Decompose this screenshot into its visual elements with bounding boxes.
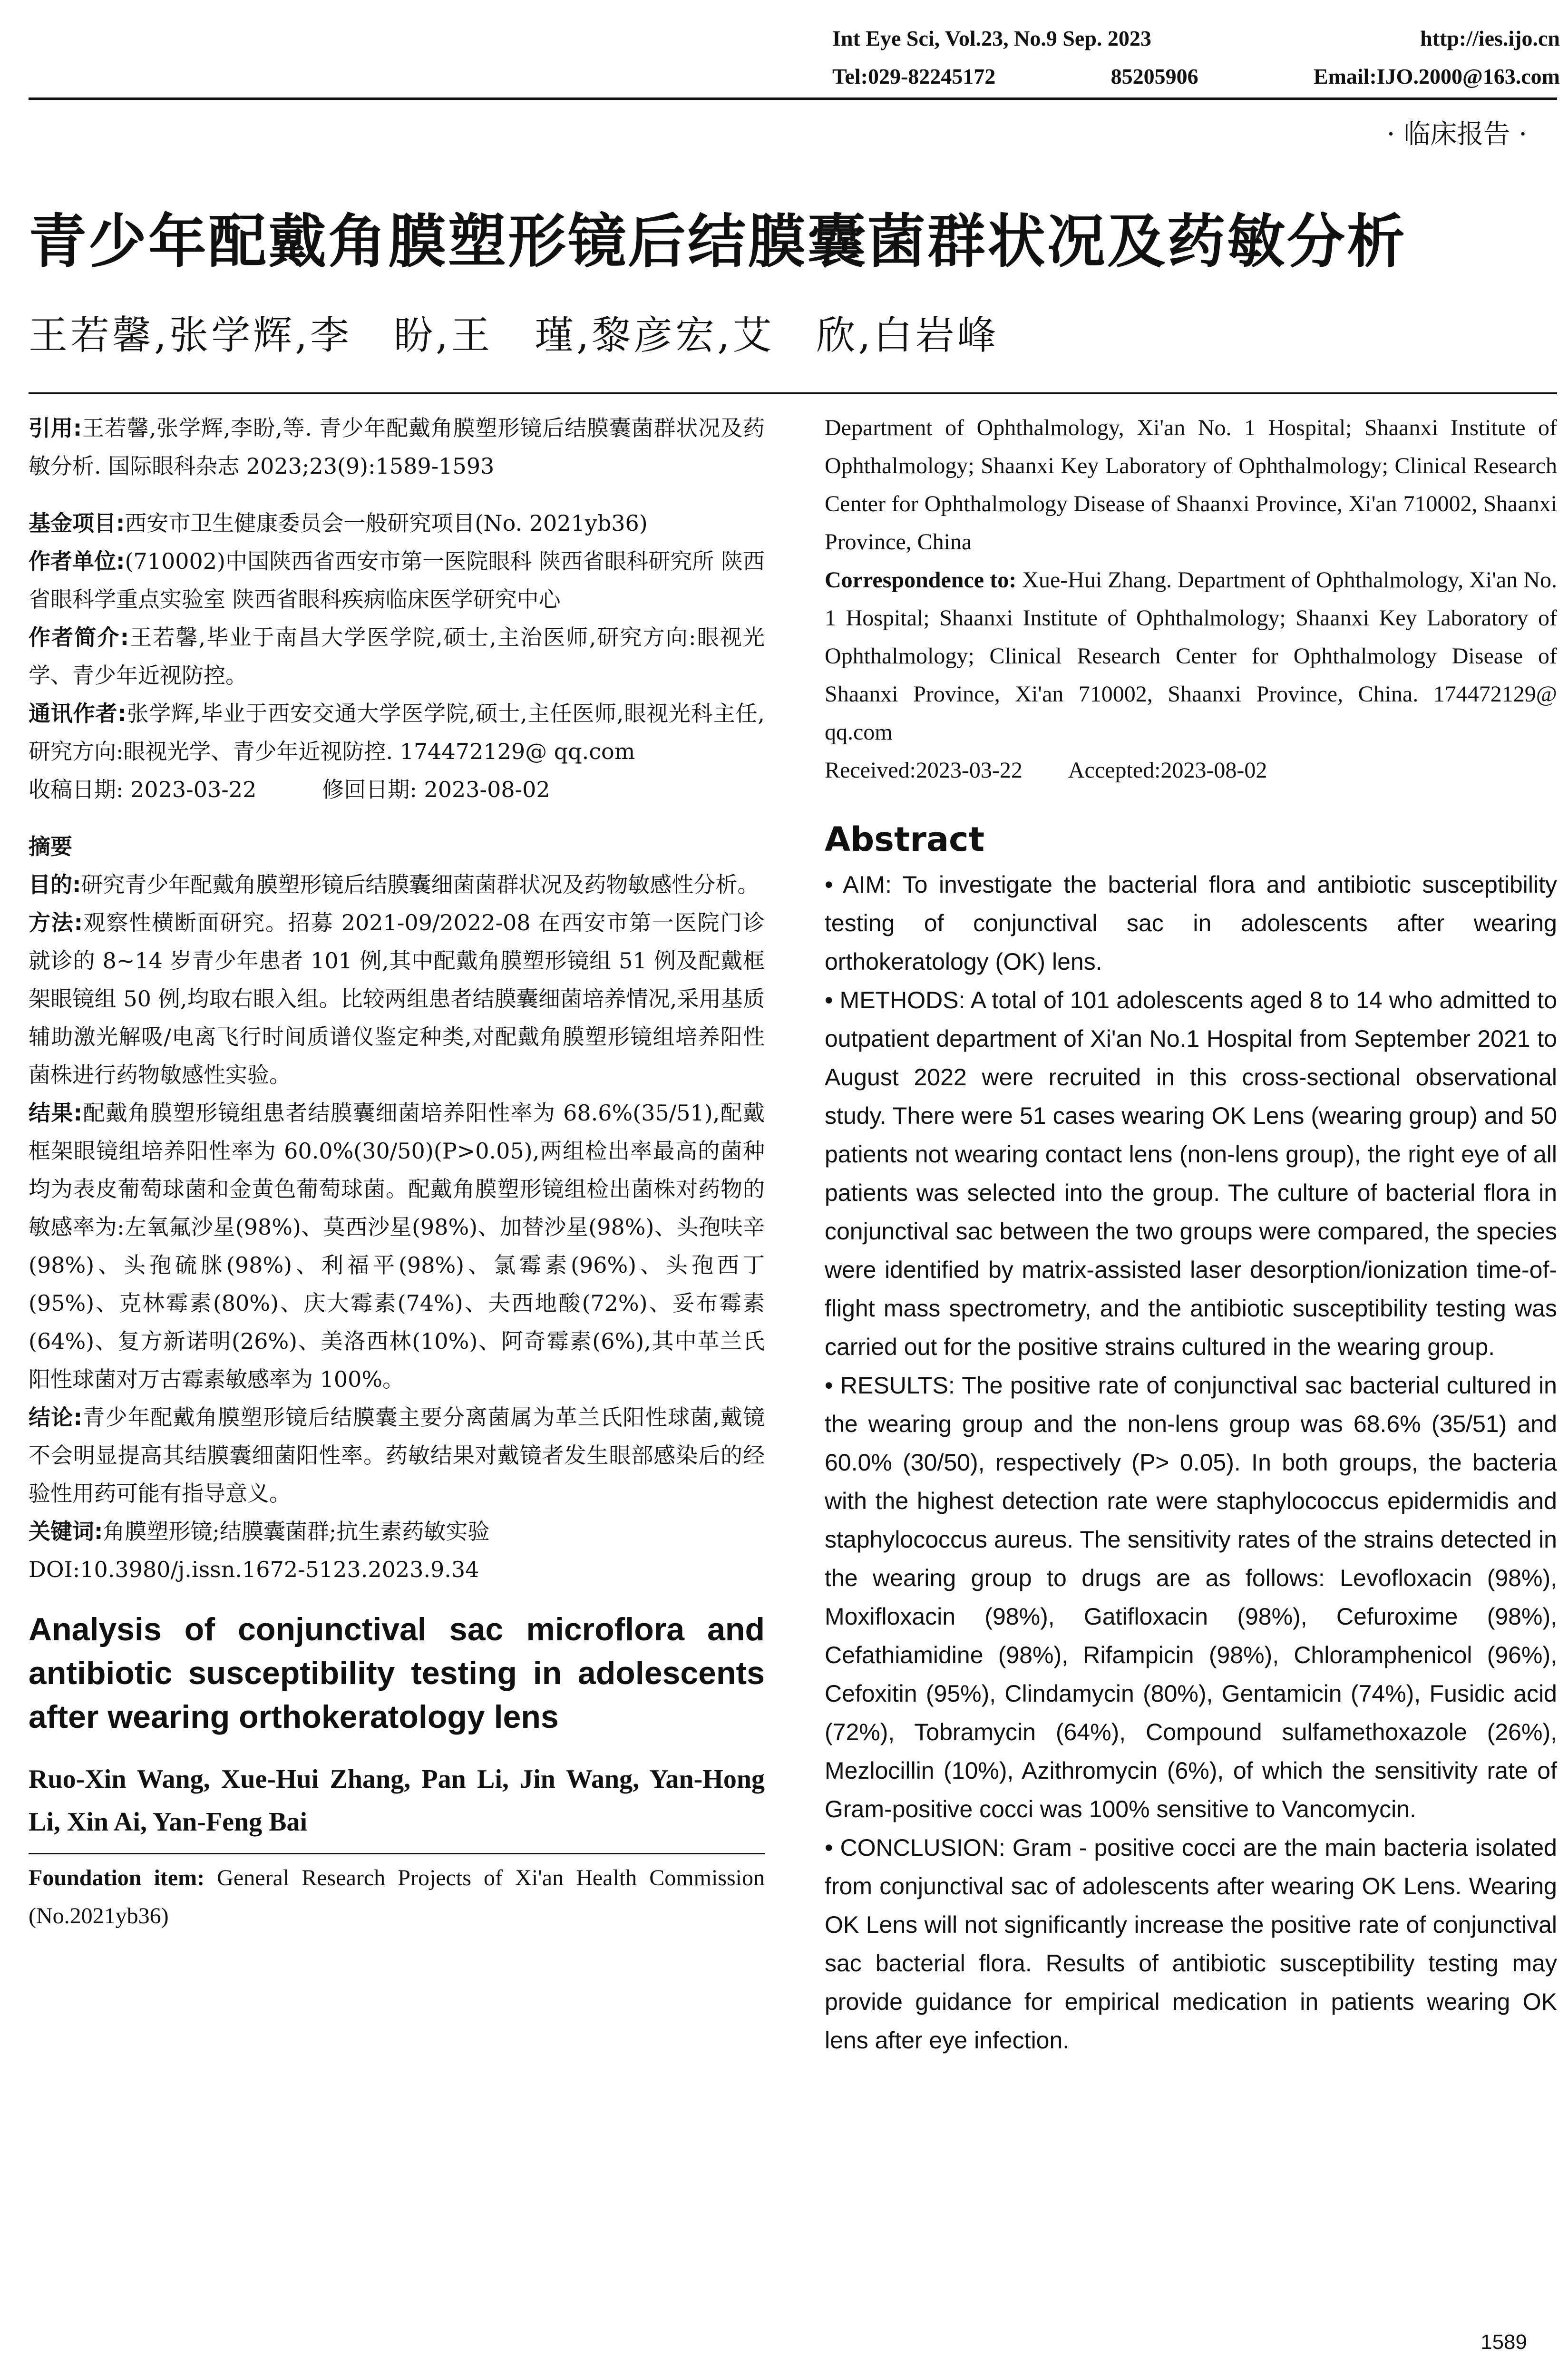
abstract-heading-cn: 摘要 (29, 834, 72, 859)
intro-block: 作者简介:王若馨,毕业于南昌大学医学院,硕士,主治医师,研究方向:眼视光学、青少年近视防控。 (29, 624, 765, 688)
journal-email[interactable]: Email:IJO.2000@163.com (1313, 64, 1560, 88)
header-row-2 (832, 57, 1560, 95)
article-title: 青少年配戴角膜塑形镜后结膜囊菌群状况及药敏分析 (29, 208, 1407, 275)
header-rule (29, 97, 1557, 100)
results-en: • RESULTS: The positive rate of conjunctival sac bacterial cultured in the wearing group and the non-lens group was 68.6% (35/51) and 60.0% (30/50), respectively (P> 0.05). In both groups, the bacteria with the highest detection rate were staphylococcus epidermidis and staphylococcus aureus. The sensitivity rates of the strains detected in the wearing group to drugs are as follows: Levofloxacin (98%), Moxifloxacin (98%), Gatifloxacin (98%), Cefuroxime (98%), Cefathiamidine (98%), Rifampicin (98%), Chloramphenicol (96%), Cefoxitin (95%), Clindamycin (80%), Gentamicin (74%), Fusidic acid (72%), Tobramycin (64%), Compound sulfamethoxazole (26%), Mezlocillin (10%), Azithromycin (6%), of which the sensitivity rate of Gram-positive cocci was 100% sensitive to Vancomycin. (825, 1372, 1557, 1822)
aim-en: • AIM: To investigate the bacterial flora and antibiotic susceptibility testing of conjunctival sac in adolescents after wearing orthokeratology (OK) lens. (825, 871, 1557, 975)
results-cn: 结果:配戴角膜塑形镜组患者结膜囊细菌培养阳性率为 68.6%(35/51),配戴框架眼镜组培养阳性率为 60.0%(30/50)(P>0.05),两组检出率最高的菌种均为表皮葡萄球菌和金黄色葡萄球菌。配戴角膜塑形镜组检出菌株对药物的敏感率为:左氧氟沙星(98%)、莫西沙星(98%)、加替沙星(98%)、头孢呋辛(98%)、头孢硫脒(98%)、利福平(98%)、氯霉素(96%)、头孢西丁(95%)、克林霉素(80%)、庆大霉素(74%)、夫西地酸(72%)、妥布霉素(64%)、复方新诺明(26%)、美洛西林(10%)、阿奇霉素(6%),其中革兰氏阳性球菌对万古霉素敏感率为 100%。 (29, 1100, 765, 1392)
methods-cn: 方法:观察性横断面研究。招募 2021-09/2022-08 在西安市第一医院门诊就诊的 8~14 岁青少年患者 101 例,其中配戴角膜塑形镜组 51 例及配戴框架眼镜组 50 例,均取右眼入组。比较两组患者结膜囊细菌培养情况,采用基质辅助激光解吸/电离飞行时间质谱仪鉴定种类,对配戴角膜塑形镜组培养阳性菌株进行药物敏感性实验。 (29, 910, 765, 1088)
correspondence-en: Correspondence to: Xue-Hui Zhang. Department of Ophthalmology, Xi'an No. 1 Hospital; Shaanxi Institute of Ophthalmology; Shaanxi Key Laboratory of Ophthalmology; Clinical Research Center for Ophthalmology Disease of Shaanxi Province, Xi'an 710002, Shaanxi Province, China. 174472129@ qq.com (825, 567, 1557, 745)
conclusion-cn: 结论:青少年配戴角膜塑形镜后结膜囊主要分离菌属为革兰氏阳性球菌,戴镜不会明显提高其结膜囊细菌阳性率。药敏结果对戴镜者发生眼部感染后的经验性用药可能有指导意义。 (29, 1404, 765, 1506)
department-en: Department of Ophthalmology, Xi'an No. 1 Hospital; Shaanxi Institute of Ophthalmology; Shaanxi Key Laboratory of Ophthalmology; Clinical Research Center for Ophthalmology Disease of Shaanxi Province, Xi'an 710002, Shaanxi Province, China (825, 415, 1557, 555)
unit-block: 作者单位:(710002)中国陕西省西安市第一医院眼科 陕西省眼科研究所 陕西省眼科学重点实验室 陕西省眼科疾病临床医学研究中心 (29, 548, 765, 612)
journal-tel2: 85205906 (1110, 64, 1198, 88)
keywords-cn: 关键词:角膜塑形镜;结膜囊菌群;抗生素药敏实验 (29, 1519, 490, 1544)
journal-tel: Tel:029-82245172 (832, 64, 996, 88)
journal-url[interactable]: http://ies.ijo.cn (1420, 26, 1560, 50)
english-title: Analysis of conjunctival sac microflora and antibiotic susceptibility testing in adolescents after wearing orthokeratology lens (29, 1611, 765, 1735)
abstract-heading-en: Abstract (825, 820, 985, 859)
journal-header (832, 19, 1560, 95)
left-column (29, 409, 765, 1935)
section-tag: · 临床报告 · (1386, 119, 1527, 150)
authors-rule (29, 1853, 765, 1854)
right-column (825, 409, 1557, 2060)
dates-en: Received:2023-03-22 Accepted:2023-08-02 (825, 758, 1267, 783)
corr-block: 通讯作者:张学辉,毕业于西安交通大学医学院,硕士,主任医师,眼视光科主任,研究方向:眼视光学、青少年近视防控. 174472129@ qq.com (29, 701, 765, 764)
citation-block: 引用:王若馨,张学辉,李盼,等. 青少年配戴角膜塑形镜后结膜囊菌群状况及药敏分析. 国际眼科杂志 2023;23(9):1589-1593 (29, 415, 765, 479)
title-rule (29, 392, 1557, 394)
conclusion-en: • CONCLUSION: Gram - positive cocci are the main bacteria isolated from conjunctival sac of adolescents after wearing OK Lens. Wearing OK Lens will not significantly increase the positive rate of conjunctival sac bacterial flora. Results of antibiotic susceptibility testing may provide guidance for empirical medication in patients wearing OK lens after eye infection. (825, 1834, 1557, 2054)
english-authors: Ruo-Xin Wang, Xue-Hui Zhang, Pan Li, Jin Wang, Yan-Hong Li, Xin Ai, Yan-Feng Bai (29, 1764, 765, 1837)
article-authors: 王若馨,张学辉,李 盼,王 瑾,黎彦宏,艾 欣,白岩峰 (29, 313, 999, 358)
dates-cn: 收稿日期: 2023-03-22 修回日期: 2023-08-02 (29, 777, 550, 802)
methods-en: • METHODS: A total of 101 adolescents aged 8 to 14 who admitted to outpatient department of Xi'an No.1 Hospital from September 2021 to August 2022 were recruited in this cross-sectional observational study. There were 51 cases wearing OK Lens (wearing group) and 50 patients not wearing contact lens (non-lens group), the right eye of all patients was selected into the group. The culture of bacterial flora in conjunctival sac between the two groups were compared, the species were identified by matrix-assisted laser desorption/ionization time-of-flight mass spectrometry, and the antibiotic susceptibility testing was carried out for the positive strains cultured in the wearing group. (825, 987, 1557, 1360)
foundation-item: Foundation item: General Research Projects of Xi'an Health Commission (No.2021yb36) (29, 1865, 765, 1929)
doi[interactable]: DOI:10.3980/j.issn.1672-5123.2023.9.34 (29, 1557, 479, 1582)
page-number: 1589 (1480, 2330, 1527, 2354)
header-row-1 (832, 19, 1560, 57)
fund-block: 基金项目:西安市卫生健康委员会一般研究项目(No. 2021yb36) (29, 510, 648, 536)
aim-cn: 目的:研究青少年配戴角膜塑形镜后结膜囊细菌菌群状况及药物敏感性分析。 (29, 872, 760, 897)
journal-citation: Int Eye Sci, Vol.23, No.9 Sep. 2023 (832, 26, 1151, 50)
abstract-en (825, 866, 1557, 2060)
